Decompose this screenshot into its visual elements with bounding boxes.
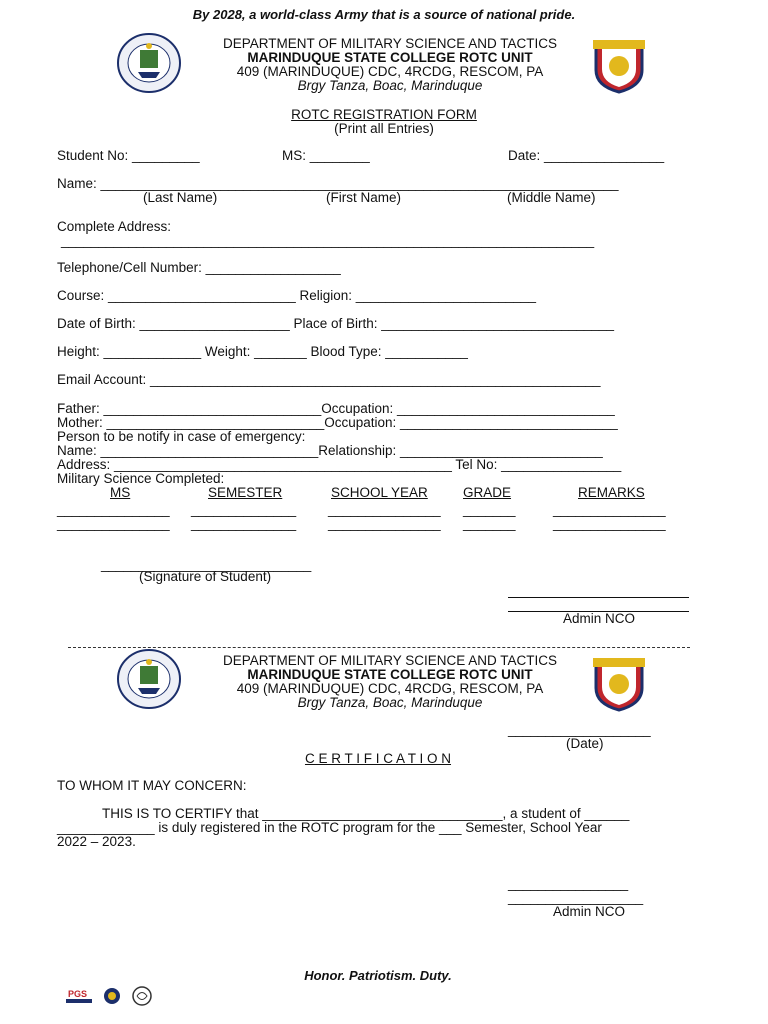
cert-body-line3: 2022 – 2023.: [57, 834, 136, 849]
cert-body-line2[interactable]: _____________ is duly registered in the ROTC program for the ___ Semester, School Year: [57, 820, 602, 835]
telephone-field[interactable]: Telephone/Cell Number: __________________: [57, 260, 341, 275]
dept-title: DEPARTMENT OF MILITARY SCIENCE AND TACTICS: [222, 653, 558, 668]
address-label: Complete Address:: [57, 219, 172, 234]
cert-body-line1[interactable]: THIS IS TO CERTIFY that ________________________________, a student of ______: [102, 806, 630, 821]
emergency-label: Person to be notify in case of emergency:: [57, 429, 306, 444]
ms-field[interactable]: MS: ________: [282, 148, 370, 163]
footer-tagline: Honor. Patriotism. Duty.: [304, 968, 452, 983]
middle-name-hint: (Middle Name): [507, 190, 596, 205]
last-name-hint: (Last Name): [143, 190, 218, 205]
table-cell[interactable]: ______________: [191, 502, 297, 517]
unit-location: Brgy Tanza, Boac, Marinduque: [297, 78, 483, 93]
address-field[interactable]: _______________________________________________________________________: [61, 233, 595, 248]
course-religion-field[interactable]: Course: _________________________ Religion: ________________________: [57, 288, 536, 303]
emergency-name-field[interactable]: Name: _____________________________Relationship: ___________________________: [57, 443, 603, 458]
table-cell[interactable]: _______: [463, 516, 516, 531]
unit-location: Brgy Tanza, Boac, Marinduque: [297, 695, 483, 710]
cert-sign-line[interactable]: __________________: [508, 890, 644, 905]
col-ms: MS: [110, 485, 131, 500]
cert-date-line[interactable]: ___________________: [508, 722, 651, 737]
form-title: ROTC REGISTRATION FORM: [291, 107, 477, 122]
emergency-address-field[interactable]: Address: _____________________________________________ Tel No: ________________: [57, 457, 622, 472]
father-field[interactable]: Father: _____________________________Occupation: _____________________________: [57, 401, 615, 416]
student-no-field[interactable]: Student No: _________: [57, 148, 200, 163]
unit-title: MARINDUQUE STATE COLLEGE ROTC UNIT: [247, 50, 533, 65]
ms-completed-label: Military Science Completed:: [57, 471, 225, 486]
col-grade: GRADE: [463, 485, 512, 500]
table-cell[interactable]: _______: [463, 502, 516, 517]
footer-badges-icon: [62, 985, 162, 1009]
table-cell[interactable]: ______________: [191, 516, 297, 531]
form-subtitle: (Print all Entries): [334, 121, 434, 136]
mother-field[interactable]: Mother: _____________________________Occupation: _____________________________: [57, 415, 618, 430]
cert-admin-label: Admin NCO: [553, 904, 626, 919]
cert-date-label: (Date): [566, 736, 604, 751]
date-field[interactable]: Date: ________________: [508, 148, 665, 163]
table-cell[interactable]: _______________: [57, 502, 170, 517]
motto: By 2028, a world-class Army that is a source of national pride.: [192, 7, 576, 22]
admin-nco-label: Admin NCO: [563, 611, 636, 626]
email-field[interactable]: Email Account: ____________________________________________________________: [57, 372, 601, 387]
cert-sign-line[interactable]: ________________: [508, 876, 629, 891]
dept-title: DEPARTMENT OF MILITARY SCIENCE AND TACTICS: [222, 36, 558, 51]
first-name-hint: (First Name): [326, 190, 401, 205]
unit-title: MARINDUQUE STATE COLLEGE ROTC UNIT: [247, 667, 533, 682]
birth-field[interactable]: Date of Birth: ____________________ Place of Birth: _______________________________: [57, 316, 614, 331]
signature-line[interactable]: ____________________________: [101, 557, 312, 572]
physical-field[interactable]: Height: _____________ Weight: _______ Blood Type: ___________: [57, 344, 468, 359]
table-cell[interactable]: _______________: [328, 502, 441, 517]
col-semester: SEMESTER: [208, 485, 283, 500]
unit-address: 409 (MARINDUQUE) CDC, 4RCDG, RESCOM, PA: [236, 681, 544, 696]
unit-address: 409 (MARINDUQUE) CDC, 4RCDG, RESCOM, PA: [236, 64, 544, 79]
signature-label: (Signature of Student): [139, 569, 272, 584]
table-cell[interactable]: _______________: [328, 516, 441, 531]
table-cell[interactable]: _______________: [553, 502, 666, 517]
col-remarks: REMARKS: [578, 485, 645, 500]
pgs-badge-text: PGS: [68, 989, 88, 999]
name-field[interactable]: Name: _____________________________________________________________________: [57, 176, 619, 191]
cert-title: C E R T I F I C A T I O N: [304, 751, 452, 766]
table-cell[interactable]: _______________: [553, 516, 666, 531]
table-cell[interactable]: _______________: [57, 516, 170, 531]
col-school-year: SCHOOL YEAR: [331, 485, 428, 500]
admin-sign-rule: [508, 597, 689, 598]
cert-salutation: TO WHOM IT MAY CONCERN:: [57, 778, 247, 793]
